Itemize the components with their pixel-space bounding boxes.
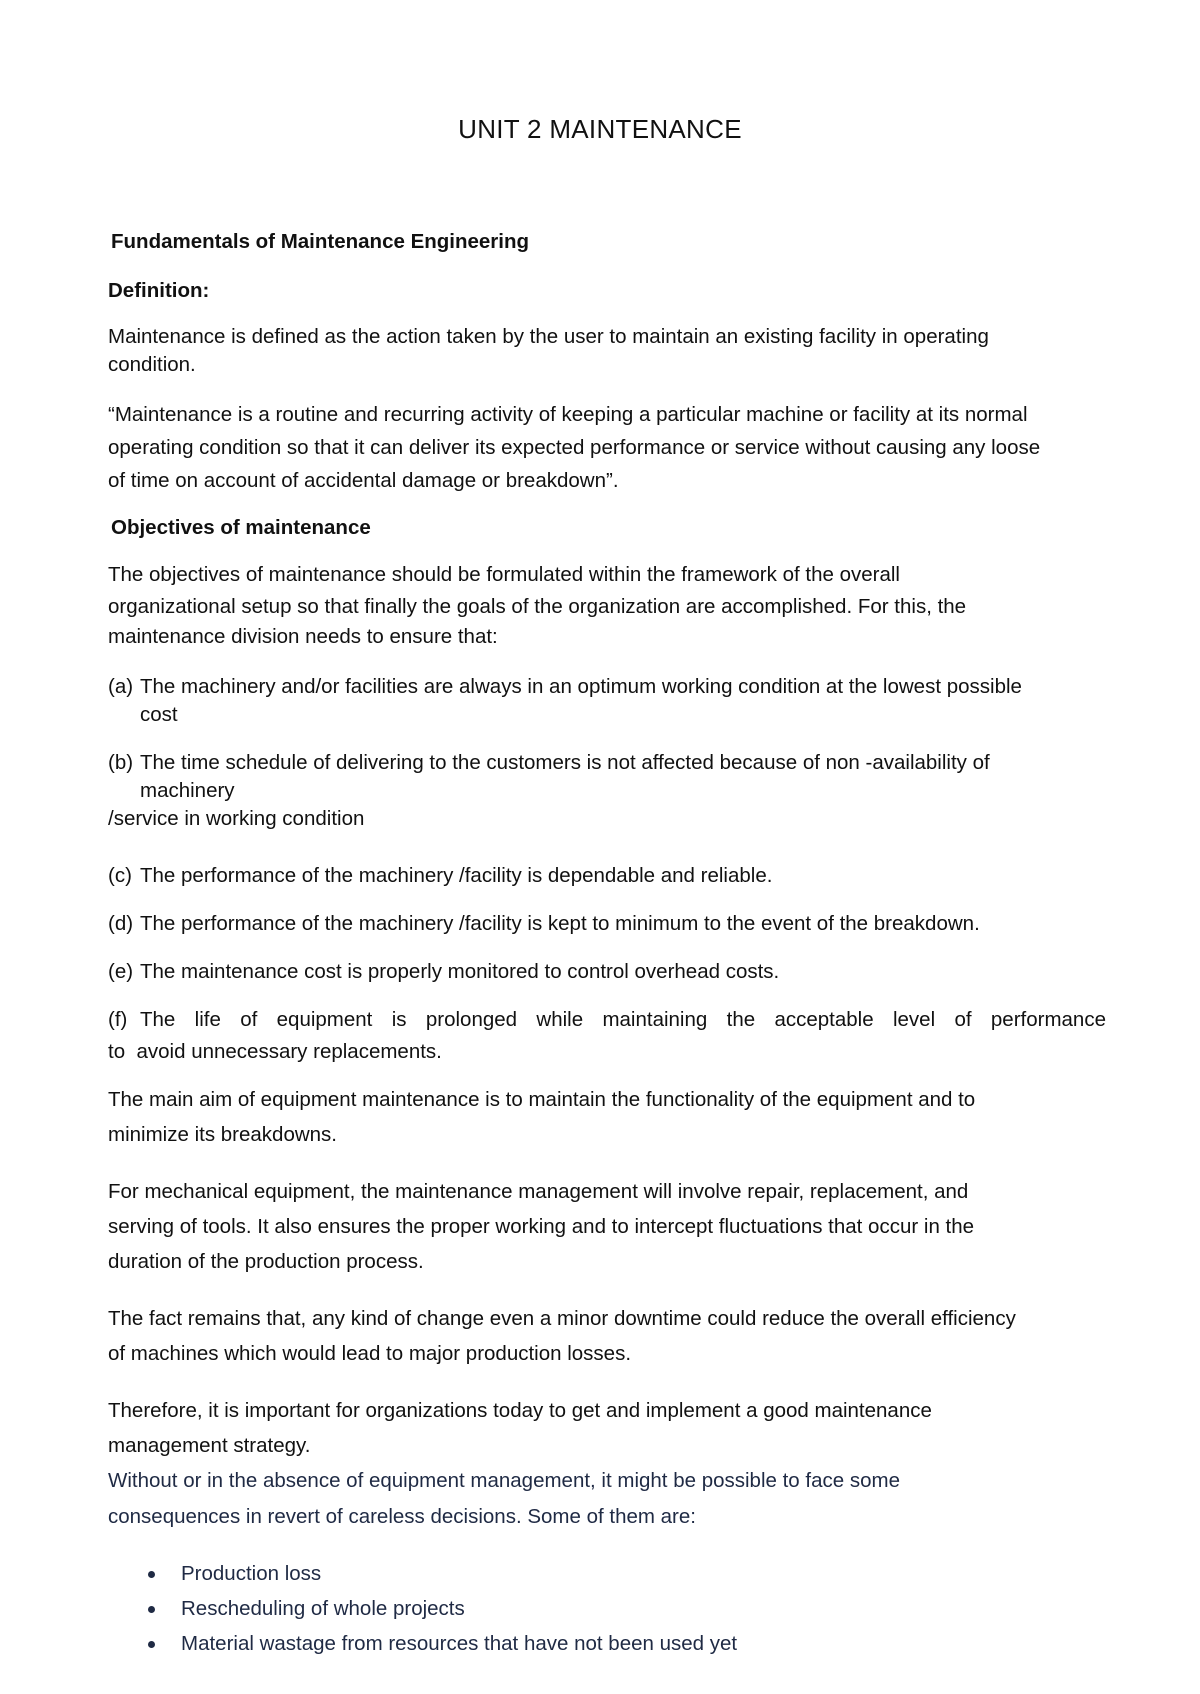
objective-text: cost [140, 703, 178, 726]
consequence-text: Material wastage from resources that have not been used yet [181, 1632, 738, 1655]
fact-paragraph-line: The fact remains that, any kind of change even a minor downtime could reduce the overall efficiency [108, 1307, 1016, 1330]
therefore-paragraph-line: management strategy. [108, 1434, 311, 1457]
objective-text: The machinery and/or facilities are always in an optimum working condition at the lowest possible [140, 675, 1022, 698]
objectives-intro-line: maintenance division needs to ensure that: [108, 625, 498, 648]
fact-paragraph-line: of machines which would lead to major production losses. [108, 1342, 632, 1365]
bullet-icon [148, 1606, 155, 1613]
without-paragraph-line: consequences in revert of careless decisions. Some of them are: [108, 1505, 696, 1528]
consequence-text: Production loss [181, 1562, 322, 1585]
definition-quote-line: “Maintenance is a routine and recurring activity of keeping a particular machine or facility at its normal [108, 403, 1028, 426]
objective-item-e [108, 959, 1118, 989]
objective-text: to avoid unnecessary replacements. [108, 1040, 442, 1063]
bullet-icon [148, 1641, 155, 1648]
objective-text: The time schedule of delivering to the customers is not affected because of non -availability of [140, 751, 990, 774]
aim-paragraph-line: The main aim of equipment maintenance is to maintain the functionality of the equipment and to [108, 1088, 976, 1111]
objective-item-d [108, 911, 1118, 941]
page-title: UNIT 2 MAINTENANCE [458, 114, 742, 144]
definition-label: Definition: [108, 279, 210, 302]
objective-label: (e) [108, 960, 134, 983]
objective-item-f [108, 1007, 1118, 1067]
fundamentals-heading: Fundamentals of Maintenance Engineering [111, 230, 530, 253]
objective-label: (d) [108, 912, 134, 935]
definition-text-line: Maintenance is defined as the action taken by the user to maintain an existing facility in operating [108, 325, 989, 348]
objective-text: /service in working condition [108, 807, 365, 830]
definition-quote-line: operating condition so that it can deliver its expected performance or service without causing any loose [108, 436, 1041, 459]
objective-text: The performance of the machinery /facility is dependable and reliable. [140, 864, 773, 887]
objective-label: (a) [108, 675, 134, 698]
mechanical-paragraph-line: For mechanical equipment, the maintenance management will involve repair, replacement, and [108, 1180, 969, 1203]
therefore-paragraph-line: Therefore, it is important for organizations today to get and implement a good maintenance [108, 1399, 932, 1422]
definition-quote-line: of time on account of accidental damage or breakdown”. [108, 469, 619, 492]
consequence-text: Rescheduling of whole projects [181, 1597, 465, 1620]
bullet-icon [148, 1571, 155, 1578]
objective-item-b [108, 750, 1118, 840]
objectives-intro-line: The objectives of maintenance should be formulated within the framework of the overall [108, 563, 900, 586]
mechanical-paragraph-line: serving of tools. It also ensures the proper working and to intercept fluctuations that occur in the [108, 1215, 975, 1238]
objective-label: (f) [108, 1008, 128, 1031]
objective-text: The performance of the machinery /facility is kept to minimum to the event of the breakdown. [140, 912, 980, 935]
objective-item-c [108, 863, 1118, 893]
definition-text-line: condition. [108, 353, 196, 376]
objectives-intro-line: organizational setup so that finally the goals of the organization are accomplished. For this, the [108, 595, 967, 618]
objective-text: The life of equipment is prolonged while maintaining the acceptable level of performance [140, 1008, 1106, 1031]
objective-label: (b) [108, 751, 134, 774]
mechanical-paragraph-line: duration of the production process. [108, 1250, 424, 1273]
objective-item-a [108, 674, 1118, 734]
objective-label: (c) [108, 864, 132, 887]
without-paragraph-line: Without or in the absence of equipment management, it might be possible to face some [108, 1469, 900, 1492]
objective-text: The maintenance cost is properly monitored to control overhead costs. [140, 960, 780, 983]
objective-text: machinery [140, 779, 235, 802]
objectives-heading: Objectives of maintenance [111, 516, 371, 539]
aim-paragraph-line: minimize its breakdowns. [108, 1123, 337, 1146]
